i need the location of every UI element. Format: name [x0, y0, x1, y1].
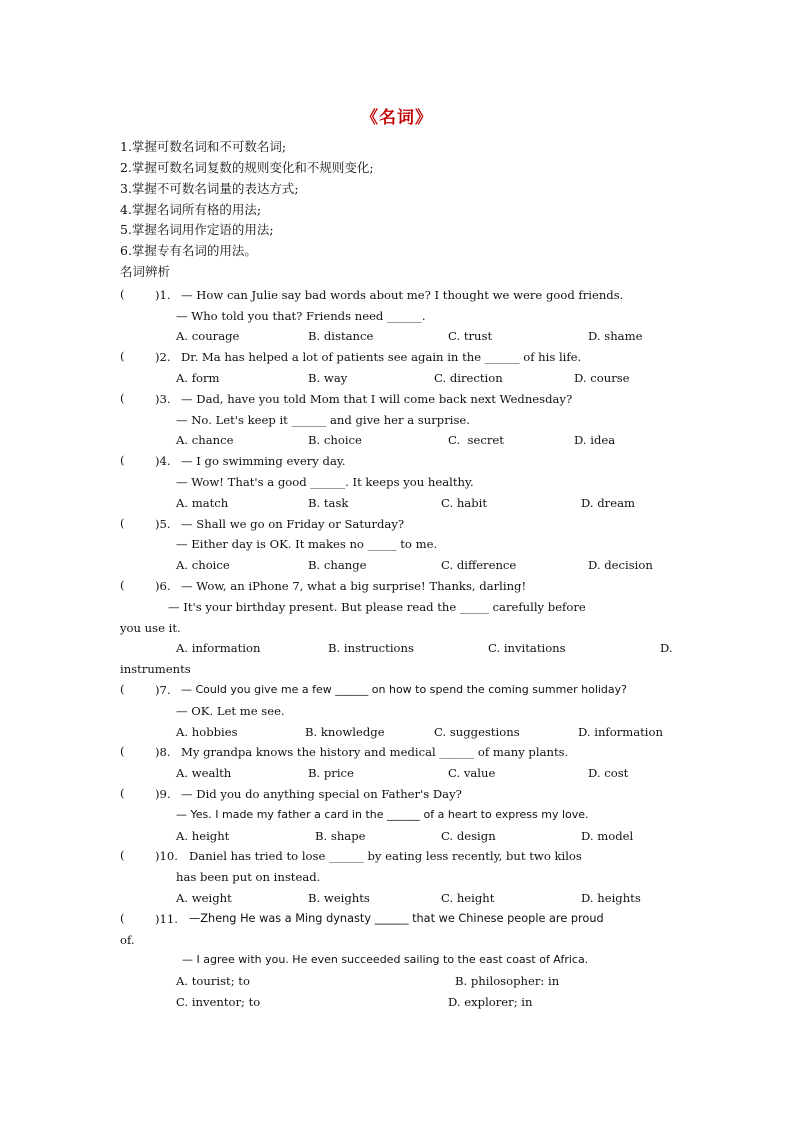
option: D. explorer; in	[448, 995, 533, 1009]
section-title: 名词辨析	[120, 264, 171, 279]
answer-blank: (	[120, 744, 125, 758]
option: A. hobbies	[176, 725, 238, 739]
option: B. instructions	[328, 641, 414, 655]
answer-blank: (	[120, 391, 125, 405]
question-text: has been put on instead.	[176, 870, 321, 884]
question-text: — It's your birthday present. But please read the _____ carefully before	[168, 600, 586, 614]
option: D. cost	[588, 766, 629, 780]
question-text: — Could you give me a few ______ on how to spend the coming summer holiday?	[181, 683, 627, 696]
objective-1: 1.掌握可数名词和不可数名词;	[120, 139, 287, 154]
option: C. difference	[441, 558, 517, 572]
question-text: of.	[120, 933, 135, 947]
question-number: )11.	[155, 912, 178, 926]
objective-2: 2.掌握可数名词复数的规则变化和不规则变化;	[120, 160, 374, 175]
question-number: )8.	[155, 745, 171, 759]
option: B. price	[308, 766, 354, 780]
option: A. form	[176, 371, 220, 385]
option: B. way	[308, 371, 348, 385]
question-text: — OK. Let me see.	[176, 704, 285, 718]
option: A. wealth	[176, 766, 232, 780]
answer-blank: (	[120, 287, 125, 301]
option: B. knowledge	[305, 725, 385, 739]
answer-blank: (	[120, 682, 125, 696]
option: D. shame	[588, 329, 643, 343]
option: A. chance	[176, 433, 234, 447]
option: C. trust	[448, 329, 493, 343]
question-text: — No. Let's keep it ______ and give her a surprise.	[176, 413, 470, 427]
option: A. information	[176, 641, 261, 655]
option: D. idea	[574, 433, 616, 447]
option: B. task	[308, 496, 349, 510]
option: B. philosopher: in	[455, 974, 560, 988]
answer-blank: (	[120, 786, 125, 800]
question-number: )9.	[155, 787, 171, 801]
question-number: )3.	[155, 392, 171, 406]
option: D. model	[581, 829, 634, 843]
page-title: 《名词》	[361, 108, 433, 128]
question-text: — Yes. I made my father a card in the ______ of a heart to express my love.	[176, 808, 589, 821]
answer-blank: (	[120, 578, 125, 592]
option: B. distance	[308, 329, 374, 343]
option: D. heights	[581, 891, 641, 905]
option: C. height	[441, 891, 495, 905]
answer-blank: (	[120, 453, 125, 467]
option: C. invitations	[488, 641, 566, 655]
question-text: — Wow! That's a good ______. It keeps you healthy.	[176, 475, 474, 489]
question-text: you use it.	[120, 621, 181, 635]
question-text: — I go swimming every day.	[181, 454, 346, 468]
option: instruments	[120, 662, 191, 676]
question-text: My grandpa knows the history and medical ______ of many plants.	[181, 745, 569, 759]
question-text: — Either day is OK. It makes no _____ to me.	[176, 537, 438, 551]
question-number: )7.	[155, 683, 171, 697]
option: A. weight	[176, 891, 232, 905]
objective-4: 4.掌握名词所有格的用法;	[120, 202, 262, 217]
question-text: —Zheng He was a Ming dynasty ______ that we Chinese people are proud	[189, 912, 604, 925]
objective-5: 5.掌握名词用作定语的用法;	[120, 222, 274, 237]
question-number: )4.	[155, 454, 171, 468]
question-number: )6.	[155, 579, 171, 593]
option: C. inventor; to	[176, 995, 261, 1009]
question-number: )5.	[155, 517, 171, 531]
option: B. shape	[315, 829, 366, 843]
question-text: — I agree with you. He even succeeded sailing to the east coast of Africa.	[182, 953, 589, 966]
option: D. information	[578, 725, 663, 739]
question-text: Dr. Ma has helped a lot of patients see again in the ______ of his life.	[181, 350, 582, 364]
option: C. secret	[448, 433, 504, 447]
question-text: — Shall we go on Friday or Saturday?	[181, 517, 405, 531]
question-number: )2.	[155, 350, 171, 364]
option: C. habit	[441, 496, 487, 510]
option: C. value	[448, 766, 496, 780]
question-text: Daniel has tried to lose ______ by eating less recently, but two kilos	[189, 849, 582, 863]
question-text: — How can Julie say bad words about me? I thought we were good friends.	[181, 288, 624, 302]
option: D. course	[574, 371, 630, 385]
option: D.	[660, 641, 673, 655]
option: D. dream	[581, 496, 635, 510]
option: A. height	[176, 829, 230, 843]
option: D. decision	[588, 558, 653, 572]
answer-blank: (	[120, 848, 125, 862]
option: C. direction	[434, 371, 503, 385]
option: A. tourist; to	[176, 974, 250, 988]
option: C. suggestions	[434, 725, 520, 739]
objective-6: 6.掌握专有名词的用法。	[120, 243, 257, 258]
answer-blank: (	[120, 516, 125, 530]
option: A. courage	[176, 329, 240, 343]
question-number: )1.	[155, 288, 171, 302]
option: B. weights	[308, 891, 370, 905]
option: B. choice	[308, 433, 362, 447]
question-text: — Dad, have you told Mom that I will come back next Wednesday?	[181, 392, 573, 406]
objective-3: 3.掌握不可数名词量的表达方式;	[120, 181, 299, 196]
question-text: — Who told you that? Friends need ______.	[176, 309, 426, 323]
option: C. design	[441, 829, 496, 843]
question-text: — Wow, an iPhone 7, what a big surprise! Thanks, darling!	[181, 579, 527, 593]
question-text: — Did you do anything special on Father's Day?	[181, 787, 462, 801]
option: A. match	[176, 496, 229, 510]
question-number: )10.	[155, 849, 178, 863]
option: B. change	[308, 558, 367, 572]
answer-blank: (	[120, 349, 125, 363]
option: A. choice	[176, 558, 230, 572]
answer-blank: (	[120, 911, 125, 925]
